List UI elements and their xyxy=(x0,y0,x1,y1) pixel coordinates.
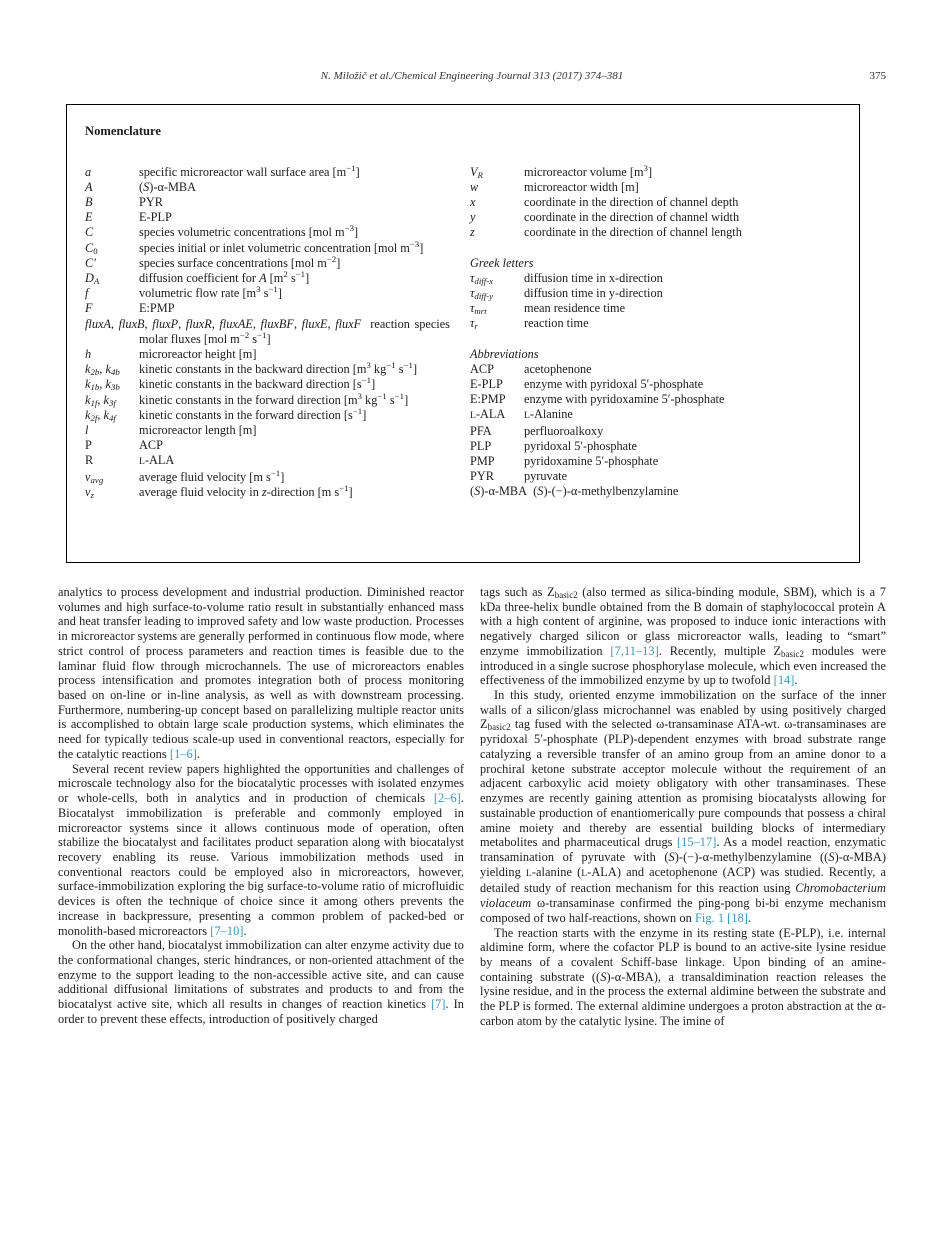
nomenclature-symbol: PYR xyxy=(470,469,494,484)
nomenclature-definition: (S)-α-MBA xyxy=(139,179,197,194)
nomenclature-entry xyxy=(85,301,450,316)
nomenclature-definition: enzyme with pyridoxamine 5′-phosphate xyxy=(524,392,725,407)
nomenclature-symbol: w xyxy=(470,179,479,194)
citation-link[interactable]: [7–10] xyxy=(210,923,244,938)
nomenclature-entry xyxy=(470,195,835,210)
nomenclature-entry xyxy=(85,453,450,469)
nomenclature-symbol: $k_{1f}$, $k_{3f}$ xyxy=(85,392,116,408)
nomenclature-symbol: $k_{2b}$, $k_{4b}$ xyxy=(85,362,120,378)
nomenclature-entry xyxy=(85,162,450,180)
nomenclature-entry xyxy=(470,301,835,316)
nomenclature-definition: species volumetric concentrations [mol $m^{-3}$] xyxy=(139,223,359,240)
nomenclature-definition: volumetric flow rate [$m^3$ $s^{-1}$] xyxy=(139,284,282,301)
nomenclature-symbol: z xyxy=(470,225,475,240)
nomenclature-symbol: B xyxy=(85,195,93,209)
nomenclature-entry xyxy=(85,286,450,301)
citation-link[interactable]: [7,11–13] xyxy=(610,643,659,658)
nomenclature-definition: mean residence time xyxy=(524,301,626,316)
paragraph: Several recent review papers highlighted the opportunities and challenges of microscale technology also for the biocatalytic processes with isolated enzymes or whole-cells, both in analytics and in production of chemicals [2–6]. Biocatalyst immobilization is preferable and commonly employed in microreactor systems since it allows continuous mode of operation, often stabilize the biocatalyst and facilitates product separation along with biocatalyst recovery enabling its reuse. Various immobilization methods used in conventional reactors could be employed also in microreactors, however, surface-immobilization exploring the big surface-to-volume ratio of microfluidic devices is often the technique of choice since it among others prevents the increase in backpressure, presenting a common problem of packed-bed or monolith-based microreactors [7–10]. xyxy=(58,761,464,938)
nomenclature-symbol: PFA xyxy=(470,423,492,438)
nomenclature-entry xyxy=(470,469,835,484)
nomenclature-definition: average fluid velocity [m $s^{-1}$] xyxy=(139,467,285,484)
nomenclature-symbol: R xyxy=(85,453,94,468)
nomenclature-definition: average fluid velocity in z-direction [m $s^{-1}$] xyxy=(139,483,353,499)
nomenclature-definition: diffusion coefficient for A [$m^2$ $s^{-1}$] xyxy=(139,269,310,286)
nomenclature-symbol: PMP xyxy=(470,454,495,469)
nomenclature-entry xyxy=(470,316,835,331)
nomenclature-title: Nomenclature xyxy=(85,124,162,138)
nomenclature-symbol: PLP xyxy=(470,438,492,453)
nomenclature-symbol: $\tau_r$ xyxy=(470,316,478,332)
nomenclature-entry xyxy=(470,286,835,301)
nomenclature-definition: L-ALA xyxy=(139,453,175,468)
nomenclature-entry xyxy=(470,484,835,499)
nomenclature-symbol: x xyxy=(470,195,476,209)
paragraph: tags such as $Z_{basic2}$ (also termed as silica-binding module, SBM), which is a 7 kDa three-helix bundle obtained from the B domain of staphylococcal protein A with a high content of arginine, was proposed to induce ionic interactions with negatively charged silicon or glass microreactor walls, leading to “smart” enzyme immobilization [7,11–13]. Recently, multiple $Z_{basic2}$ modules were introduced in a single sucrose phosphorylase molecule, which even increased the effectiveness of the immobilized enzyme by up to twofold [14]. xyxy=(480,585,886,688)
nomenclature-symbol: E xyxy=(85,210,93,225)
nomenclature-entry xyxy=(470,271,835,286)
nomenclature-definition: pyridoxamine 5′-phosphate xyxy=(524,454,659,469)
nomenclature-symbol: l xyxy=(85,423,89,438)
nomenclature-symbol: a xyxy=(85,164,92,179)
paragraph: The reaction starts with the enzyme in its resting state (E-PLP), i.e. internal aldimine form, where the cofactor PLP is bound to an active-site lysine residue by means of a covalent Schiff-base linkage. Upon binding of an amine-containing substrate ((S)-α-MBA), a transaldimination reaction releases the lysine residue, and in the process the external aldimine between the substrate and the PLP is formed. The external aldimine undergoes a proton abstraction at the α-carbon atom by the catalytic lysine. The imine of xyxy=(480,925,887,1028)
nomenclature-entry xyxy=(470,162,835,180)
nomenclature-entry xyxy=(85,438,450,453)
nomenclature-symbol: $C_0$ xyxy=(85,240,98,256)
citation-link[interactable]: [2–6] xyxy=(433,791,461,806)
nomenclature-definition: ACP xyxy=(139,438,163,453)
nomenclature-entry xyxy=(470,392,835,407)
nomenclature-right-column xyxy=(470,162,835,500)
nomenclature-definition: pyruvate xyxy=(524,469,568,484)
nomenclature-symbol: h xyxy=(85,347,92,362)
nomenclature-entry xyxy=(85,195,450,210)
nomenclature-definition: microreactor height [m] xyxy=(139,347,257,362)
body-left-column xyxy=(58,585,464,1029)
nomenclature-definition: coordinate in the direction of channel length xyxy=(524,225,742,240)
nomenclature-definition: microreactor volume $[m^3]$ xyxy=(524,162,653,179)
nomenclature-entry xyxy=(85,390,450,408)
nomenclature-definition: kinetic constants in the forward direction [$m^3$ $kg^{-1}$ $s^{-1}$] xyxy=(139,390,409,407)
nomenclature-definition: species initial or inlet volumetric concentration [mol $m^{-3}$] xyxy=(139,238,424,255)
nomenclature-symbol: $v_z$ xyxy=(85,484,94,501)
paragraph: analytics to process development and industrial production. Diminished reactor volumes and high surface-to-volume ratio result in substantially enhanced mass and heat transfer leading to improved safety and low waste production. Processes in microreactor systems are generally performed in continuous flow mode, where strict control of process parameters and reaction times is feasible due to the laminar fluid flow through microchannels. The use of microreactors enables process intensification and promotes integration both of process monitoring based on on-line or in-line analysis, as well as with downstream processing. Furthermore, numbering-up concept based on parallelizing multiple reactor units is accomplished to obtain large scale production systems, which eliminates the need for typically tedious scale-up used in conventional reactors, especially for the catalytic reactions [1–6]. xyxy=(58,585,464,761)
nomenclature-symbol: $k_{1b}$, $k_{3b}$ xyxy=(85,377,120,393)
paragraph: In this study, oriented enzyme immobilization on the surface of the inner walls of a silicon/glass microchannel was enabled by using positively charged $Z_{basic2}$ tag fused with the selected ω-transaminase ATA-wt. ω-transaminases are pyridoxal 5′-phosphate (PLP)-dependent enzymes with broad substrate range catalyzing a reversible transfer of an amino group from an amine donor to a prochiral ketone substrate acceptor molecule without the requirement of an adjacent carboxylic acid moiety obligatory with other transaminases. These enzymes are recently gaining attention as promising biocatalysts allowing for sustainable production of enantiomerically pure compounds that possess a chiral amine moiety and thereby are essential building blocks of intermediary metabolites and pharmaceutical drugs [15–17]. As a model reaction, enzymatic transamination of pyruvate with (S)-(−)-α-methylbenzylamine ((S)-α-MBA) yielding L-alanine (L-ALA) and acetophenone (ACP) was studied. Recently, a detailed study of reaction mechanism for this reaction using Chromobacterium violaceum ω-transaminase confirmed the ping-pong bi-bi enzyme mechanism composed of two half-reactions, shown on Fig. 1 [18]. xyxy=(480,688,886,925)
nomenclature-symbol: f xyxy=(85,286,89,301)
nomenclature-symbol: (S)-α-MBA xyxy=(470,484,528,499)
nomenclature-definition: diffusion time in x-direction xyxy=(524,270,663,285)
nomenclature-left-column xyxy=(85,162,450,501)
citation-link[interactable]: Fig. 1 [18] xyxy=(694,910,748,925)
nomenclature-symbol: E:PMP xyxy=(470,392,506,407)
nomenclature-symbol: L-ALA xyxy=(470,407,506,422)
nomenclature-symbol: C xyxy=(85,225,94,240)
nomenclature-definition: E:PMP xyxy=(139,301,175,316)
nomenclature-definition: kinetic constants in the backward direction $[s^{-1}]$ xyxy=(139,375,376,392)
nomenclature-symbol: $k_{2f}$, $k_{4f}$ xyxy=(85,407,116,424)
nomenclature-definition: coordinate in the direction of channel depth xyxy=(524,195,739,209)
nomenclature-entry xyxy=(85,238,450,256)
nomenclature-symbol: F xyxy=(85,301,93,316)
nomenclature-symbol: fluxA, fluxB, fluxP, fluxR, fluxAE, fluxBF, fluxE, fluxF xyxy=(85,316,362,331)
body-right-column xyxy=(480,585,886,1029)
nomenclature-symbol: $\tau_{diff-x}$ xyxy=(470,270,494,287)
page-header xyxy=(58,70,886,82)
nomenclature-symbol: ACP xyxy=(470,361,494,376)
nomenclature-definition: (S)-(−)-α-methylbenzylamine xyxy=(533,484,679,499)
nomenclature-definition: reaction species molar fluxes [mol $m^{-2}$ $s^{-1}$] xyxy=(139,316,450,346)
nomenclature-subheading: Greek letters xyxy=(470,255,534,270)
nomenclature-entry xyxy=(85,405,450,424)
nomenclature-symbol: E-PLP xyxy=(470,377,503,392)
nomenclature-entry xyxy=(470,225,835,240)
nomenclature-entry xyxy=(470,180,835,195)
nomenclature-entry xyxy=(85,467,450,485)
nomenclature-definition: reaction time xyxy=(524,316,589,331)
nomenclature-entry xyxy=(85,210,450,225)
nomenclature-symbol: $\tau_{mrt}$ xyxy=(470,301,487,317)
nomenclature-definition: coordinate in the direction of channel width xyxy=(524,210,740,225)
nomenclature-subheading: Abbreviations xyxy=(470,346,539,361)
nomenclature-definition: specific microreactor wall surface area $[m^{-1}]$ xyxy=(139,162,360,179)
nomenclature-entry xyxy=(85,225,450,240)
citation-link[interactable]: [7] xyxy=(431,997,446,1012)
nomenclature-entry xyxy=(470,210,835,225)
nomenclature-definition: enzyme with pyridoxal 5′-phosphate xyxy=(524,377,704,392)
nomenclature-columns xyxy=(85,162,835,501)
nomenclature-definition: acetophenone xyxy=(524,361,592,376)
nomenclature-entry xyxy=(470,424,835,439)
citation-link[interactable]: [14] xyxy=(773,673,795,688)
running-head-citation: N. Miložič et al./Chemical Engineering Journal 313 (2017) 374–381 xyxy=(320,70,624,82)
nomenclature-definition: diffusion time in y-direction xyxy=(524,286,663,301)
nomenclature-entry xyxy=(470,439,835,454)
nomenclature-definition: L-Alanine xyxy=(524,407,573,422)
page-number: 375 xyxy=(869,70,886,82)
nomenclature-entry xyxy=(470,407,835,423)
nomenclature-entry xyxy=(85,317,450,347)
nomenclature-symbol: $v_{avg}$ xyxy=(85,469,104,485)
nomenclature-symbol: $V_R$ xyxy=(470,164,483,180)
nomenclature-entry xyxy=(85,362,450,377)
nomenclature-symbol: A xyxy=(85,179,93,194)
citation-link[interactable]: [15–17] xyxy=(676,835,717,850)
nomenclature-symbol: C′ xyxy=(85,255,96,270)
nomenclature-definition: microreactor length [m] xyxy=(139,423,257,438)
citation-link[interactable]: [1–6] xyxy=(169,746,197,761)
nomenclature-definition: kinetic constants in the forward direction $[s^{-1}]$ xyxy=(139,405,367,422)
nomenclature-definition: species surface concentrations [mol $m^{-2}$] xyxy=(139,253,341,270)
paragraph: On the other hand, biocatalyst immobilization can alter enzyme activity due to the conformational changes, steric hindrances, or non-oriented attachment of the enzyme to the support leading to the non-accessible active site, and can cause additional diffusional limitations of substrates and products to and from the biocatalyst active site, which all results in changes of reaction kinetics [7]. In order to prevent these effects, introduction of positively charged xyxy=(58,938,464,1026)
nomenclature-entry xyxy=(85,253,450,271)
nomenclature-definition: pyridoxal 5′-phosphate xyxy=(524,438,637,453)
article-body xyxy=(58,585,886,1029)
nomenclature-definition: kinetic constants in the backward direction [$m^3$ $kg^{-1}$ $s^{-1}$] xyxy=(139,360,418,377)
nomenclature-entry xyxy=(470,454,835,469)
nomenclature-symbol: $\tau_{diff-y}$ xyxy=(470,286,494,302)
nomenclature-definition: microreactor width [m] xyxy=(524,179,639,194)
nomenclature-entry xyxy=(470,362,835,377)
nomenclature-definition: perfluoroalkoxy xyxy=(524,423,604,438)
nomenclature-symbol: y xyxy=(470,210,476,225)
nomenclature-definition: PYR xyxy=(139,195,163,209)
nomenclature-symbol: P xyxy=(85,438,92,453)
nomenclature-entry xyxy=(85,485,450,500)
nomenclature-entry xyxy=(85,180,450,195)
nomenclature-box xyxy=(66,104,860,563)
nomenclature-symbol: $D_A$ xyxy=(85,271,100,287)
nomenclature-definition: E-PLP xyxy=(139,210,172,225)
nomenclature-entry xyxy=(470,377,835,392)
nomenclature-entry xyxy=(85,423,450,438)
